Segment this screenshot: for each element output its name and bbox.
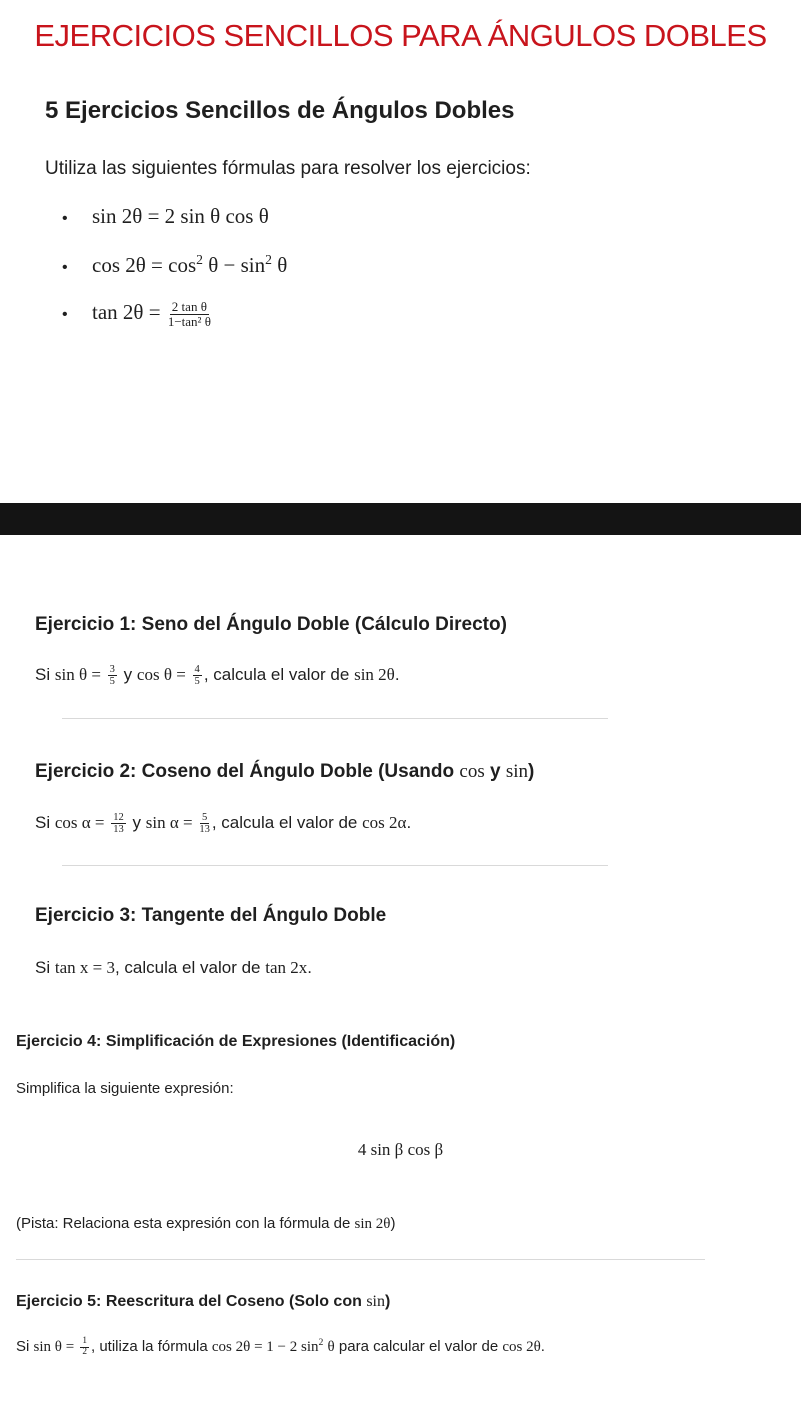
- formula-tan-item: [62, 300, 213, 328]
- exercise-1-heading: Ejercicio 1: Seno del Ángulo Doble (Cálculo Directo): [35, 614, 507, 635]
- bullet-icon: •: [62, 259, 68, 276]
- bullet-icon: •: [62, 306, 68, 323]
- formula-tan: tan 2θ = $\frac{\text{2 tan θ}}{\text{1−tan² θ}}$: [92, 299, 211, 329]
- exercise-2-heading: Ejercicio 2: Coseno del Ángulo Doble (Usando cos y sin): [35, 761, 535, 782]
- divider: [16, 1259, 705, 1260]
- black-divider-bar: [0, 503, 801, 535]
- exercise-1-text: Si sin θ = $\frac{3}{5}$ y cos θ = $\frac{4}{5}$ , calcula el valor de sin 2θ.: [35, 664, 400, 688]
- exercise-4-text: Simplifica la siguiente expresión:: [16, 1080, 234, 1097]
- exercise-4-hint: (Pista: Relaciona esta expresión con la fórmula de sin 2θ): [16, 1215, 396, 1232]
- formula-sin: sin 2θ = 2 sin θ cos θ: [92, 204, 269, 228]
- divider: [62, 718, 608, 719]
- exercise-3-text: Si tan x = 3, calcula el valor de tan 2x.: [35, 958, 312, 977]
- exercise-4-expression: 4 sin β cos β: [357, 1140, 444, 1159]
- divider: [62, 865, 608, 866]
- exercise-3-heading: Ejercicio 3: Tangente del Ángulo Doble: [35, 905, 387, 926]
- formula-sin-item: [62, 204, 269, 229]
- formula-cos-item: [62, 252, 287, 278]
- exercise-5-text: Si sin θ = $\frac{1}{2}$ , utiliza la fórmula cos 2θ = 1 − 2 $\sin^2 \theta$ para calcular el valor de cos 2θ.: [16, 1336, 545, 1357]
- intro-text: Utiliza las siguientes fórmulas para resolver los ejercicios:: [45, 158, 531, 179]
- exercise-2-text: Si cos α = $\frac{12}{13}$ y sin α = $\frac{5}{13}$ , calcula el valor de cos 2α.: [35, 812, 412, 836]
- document-title: EJERCICIOS SENCILLOS PARA ÁNGULOS DOBLES: [34, 18, 767, 53]
- exercise-5-heading: Ejercicio 5: Reescritura del Coseno (Solo con sin): [16, 1293, 391, 1310]
- section-heading: 5 Ejercicios Sencillos de Ángulos Dobles: [45, 97, 515, 124]
- exercise-4-heading: Ejercicio 4: Simplificación de Expresiones (Identificación): [16, 1033, 456, 1050]
- formula-cos: $\cos 2\theta = \cos^2 \theta - \sin^2 \theta$: [92, 252, 288, 277]
- bullet-icon: •: [62, 210, 68, 227]
